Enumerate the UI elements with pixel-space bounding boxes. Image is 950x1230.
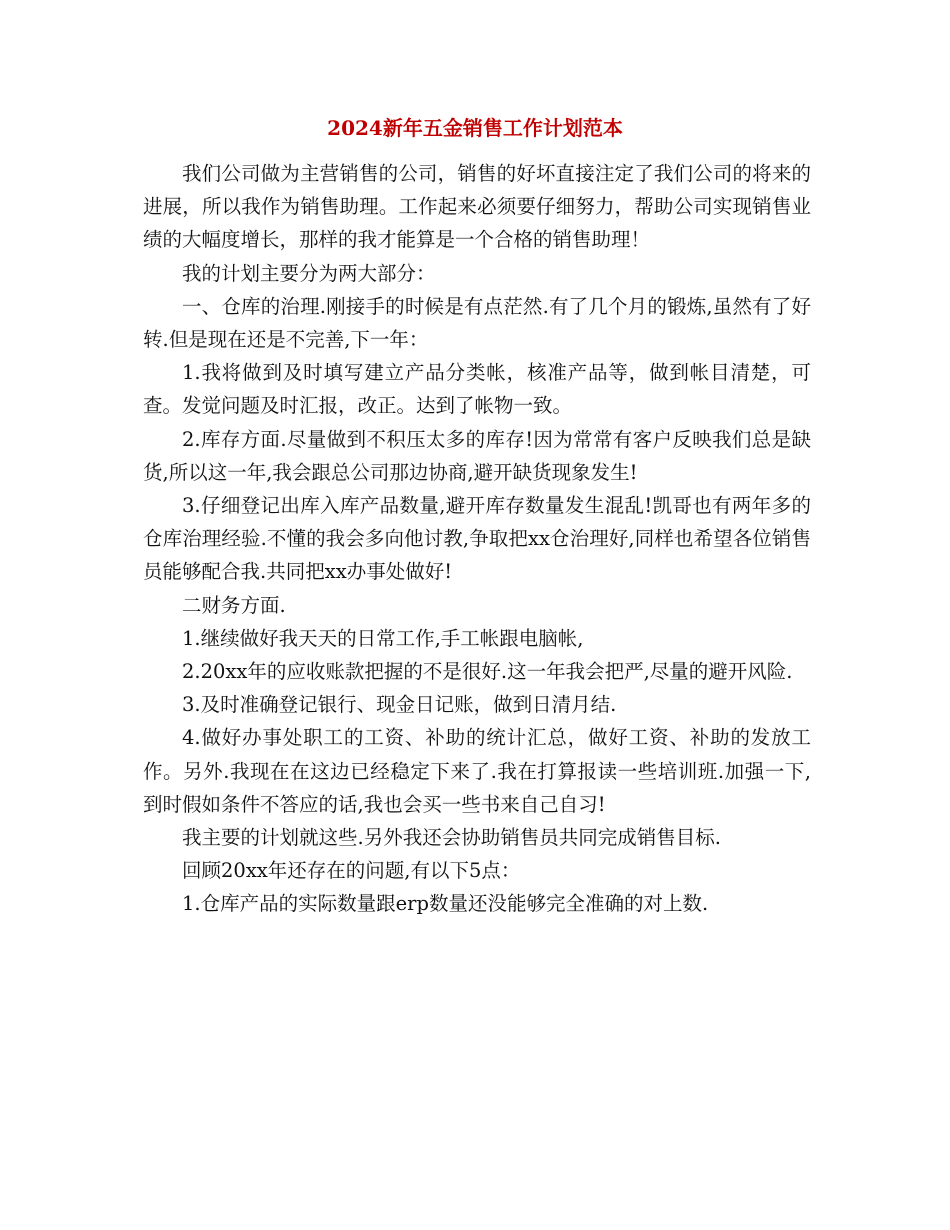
paragraph: 4.做好办事处职工的工资、补助的统计汇总，做好工资、补助的发放工作。另外.我现在在这边已经稳定下来了.我在打算报读一些培训班.加强一下,到时假如条件不答应的话,我也会买一些书来自己自习!	[143, 726, 811, 816]
paragraph: 1.继续做好我天天的日常工作,手工帐跟电脑帐,	[182, 626, 584, 650]
paragraph: 我的计划主要分为两大部分：	[182, 261, 436, 285]
paragraph: 回顾20xx年还存在的问题,有以下5点：	[182, 859, 521, 883]
paragraph: 我主要的计划就这些.另外我还会协助销售员共同完成销售目标.	[182, 826, 721, 850]
paragraph: 1.我将做到及时填写建立产品分类帐，核准产品等，做到帐目清楚，可查。发觉问题及时汇报，改正。达到了帐物一致。	[143, 361, 811, 418]
paragraph: 一、仓库的治理.刚接手的时候是有点茫然.有了几个月的锻炼,虽然有了好转.但是现在还是不完善,下一年：	[143, 294, 811, 352]
paragraph: 3.及时准确登记银行、现金日记账，做到日清月结.	[182, 693, 617, 717]
paragraph: 1.仓库产品的实际数量跟erp数量还没能够完全准确的对上数.	[182, 892, 709, 916]
document-title: 2024新年五金销售工作计划范本	[327, 116, 623, 140]
paragraph: 二财务方面.	[182, 593, 286, 617]
document-body	[143, 157, 811, 921]
paragraph: 3.仔细登记出库入库产品数量,避开库存数量发生混乱!凯哥也有两年多的仓库治理经验.不懂的我会多向他讨教,争取把xx仓治理好,同样也希望各位销售员能够配合我.共同把xx办事处做好!	[143, 494, 811, 584]
paragraph: 2.20xx年的应收账款把握的不是很好.这一年我会把严,尽量的避开风险.	[182, 660, 793, 684]
paragraph: 2.库存方面.尽量做到不积压太多的库存!因为常常有客户反映我们总是缺货,所以这一年,我会跟总公司那边协商,避开缺货现象发生!	[143, 427, 811, 484]
paragraph: 我们公司做为主营销售的公司，销售的好坏直接注定了我们公司的将来的进展，所以我作为销售助理。工作起来必须要仔细努力，帮助公司实现销售业绩的大幅度增长，那样的我才能算是一个合格的销售助理！	[143, 162, 811, 252]
